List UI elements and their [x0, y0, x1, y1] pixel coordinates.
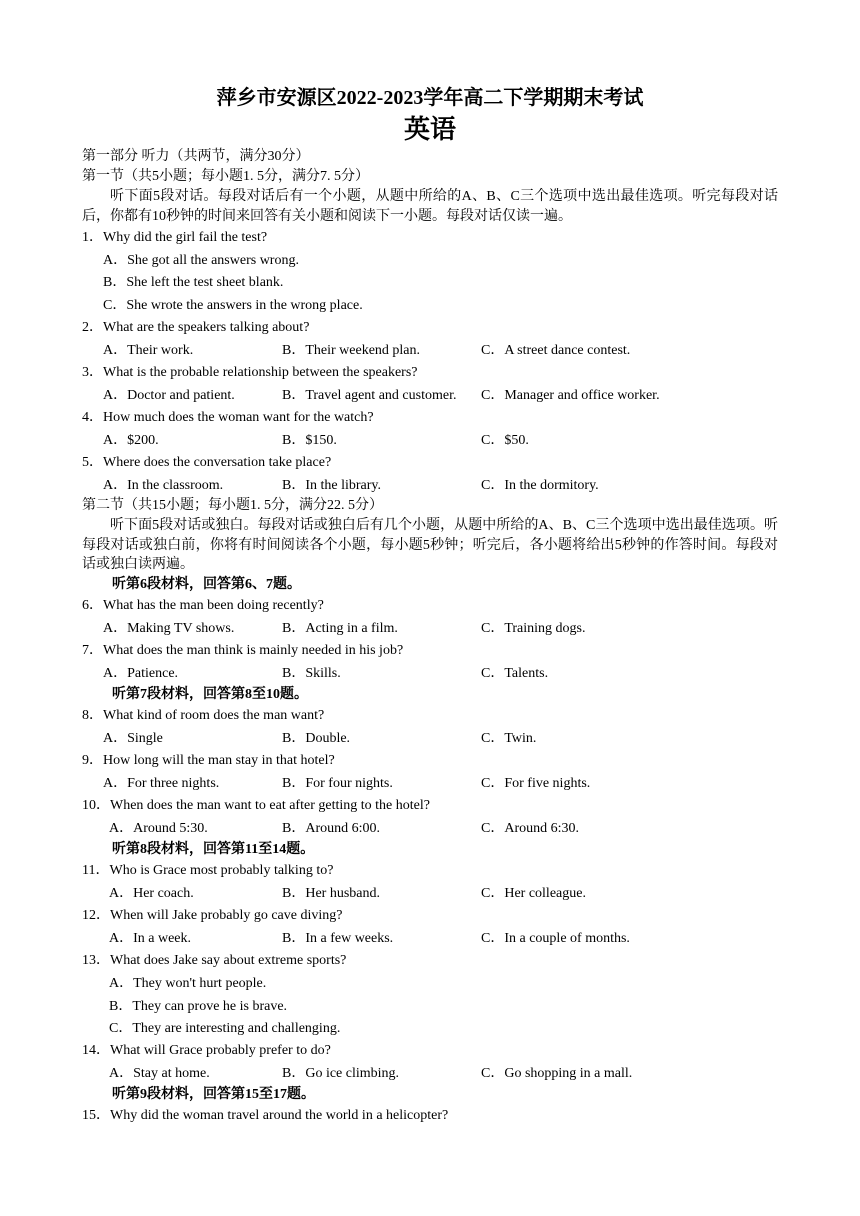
question-6-option-a: A．Making TV shows.: [103, 621, 235, 636]
question-2-option-a: A．Their work.: [103, 343, 194, 358]
question-11-stem: 11．Who is Grace most probably talking to?: [82, 863, 334, 878]
question-14-option-c: C．Go shopping in a mall.: [481, 1066, 633, 1081]
question-9-option-c: C．For five nights.: [481, 776, 591, 791]
question-10-option-b: B．Around 6:00.: [282, 821, 380, 836]
question-11-option-a: A．Her coach.: [109, 886, 194, 901]
question-7-option-c: C．Talents.: [481, 666, 549, 681]
question-4-option-a: A．$200.: [103, 433, 159, 448]
question-2-stem: 2．What are the speakers talking about?: [82, 320, 310, 335]
material-8-note: 听第8段材料，回答第11至14题。: [112, 842, 315, 857]
question-8-option-b: B．Double.: [282, 731, 351, 746]
question-11-option-c: C．Her colleague.: [481, 886, 586, 901]
question-3-option-c: C．Manager and office worker.: [481, 388, 660, 403]
question-2-option-b: B．Their weekend plan.: [282, 343, 421, 358]
section1-instructions: 听下面5段对话。每段对话后有一个小题，从题中所给的A、B、C三个选项中选出最佳选项。听完每段对话后，你都有10秒钟的时间来回答有关小题和阅读下一小题。每段对话仅读一遍。: [82, 189, 778, 224]
question-2-option-c: C．A street dance contest.: [481, 343, 631, 358]
question-5-option-c: C．In the dormitory.: [481, 478, 599, 493]
question-6-option-b: B．Acting in a film.: [282, 621, 398, 636]
question-13-stem: 13．What does Jake say about extreme sports?: [82, 953, 347, 968]
question-1-option-c: C．She wrote the answers in the wrong place.: [103, 298, 363, 313]
question-12-option-b: B．In a few weeks.: [282, 931, 394, 946]
material-7-note: 听第7段材料，回答第8至10题。: [112, 687, 308, 702]
question-13-option-a: A．They won't hurt people.: [109, 976, 267, 991]
question-4-stem: 4．How much does the woman want for the watch?: [82, 410, 374, 425]
exam-title: 萍乡市安源区2022-2023学年高二下学期期末考试: [216, 87, 644, 109]
question-12-stem: 12．When will Jake probably go cave diving?: [82, 908, 343, 923]
question-8-option-a: A．Single: [103, 731, 163, 746]
question-14-option-a: A．Stay at home.: [109, 1066, 210, 1081]
question-1-stem: 1．Why did the girl fail the test?: [82, 230, 268, 245]
question-11-option-b: B．Her husband.: [282, 886, 380, 901]
question-5-option-b: B．In the library.: [282, 478, 382, 493]
question-4-option-c: C．$50.: [481, 433, 529, 448]
question-10-option-c: C．Around 6:30.: [481, 821, 579, 836]
material-9-note: 听第9段材料，回答第15至17题。: [112, 1087, 315, 1102]
question-10-option-a: A．Around 5:30.: [109, 821, 208, 836]
question-3-option-b: B．Travel agent and customer.: [282, 388, 457, 403]
question-7-option-b: B．Skills.: [282, 666, 341, 681]
question-12-option-a: A．In a week.: [109, 931, 192, 946]
question-7-stem: 7．What does the man think is mainly needed in his job?: [82, 643, 404, 658]
section2-instructions: 听下面5段对话或独白。每段对话或独白后有几个小题，从题中所给的A、B、C三个选项中选出最佳选项。听每段对话或独白前，你将有时间阅读各个小题，每小题5秒钟；听完后，各小题将给出5秒钟的作答时间。每段对话或独白读两遍。: [82, 518, 778, 572]
question-13-option-c: C．They are interesting and challenging.: [109, 1021, 341, 1036]
question-9-option-b: B．For four nights.: [282, 776, 393, 791]
question-9-stem: 9．How long will the man stay in that hotel?: [82, 753, 335, 768]
question-13-option-b: B．They can prove he is brave.: [109, 999, 288, 1014]
question-3-option-a: A．Doctor and patient.: [103, 388, 235, 403]
section2-heading: 第二节（共15小题；每小题1. 5分，满分22. 5分）: [82, 498, 383, 513]
question-7-option-a: A．Patience.: [103, 666, 179, 681]
question-10-stem: 10．When does the man want to eat after getting to the hotel?: [82, 798, 430, 813]
question-14-stem: 14．What will Grace probably prefer to do?: [82, 1043, 331, 1058]
question-4-option-b: B．$150.: [282, 433, 337, 448]
question-12-option-c: C．In a couple of months.: [481, 931, 630, 946]
question-8-stem: 8．What kind of room does the man want?: [82, 708, 325, 723]
question-15-stem: 15．Why did the woman travel around the world in a helicopter?: [82, 1108, 449, 1123]
question-8-option-c: C．Twin.: [481, 731, 537, 746]
part1-heading: 第一部分 听力（共两节，满分30分）: [82, 149, 310, 164]
question-6-stem: 6．What has the man been doing recently?: [82, 598, 324, 613]
question-9-option-a: A．For three nights.: [103, 776, 220, 791]
question-1-option-b: B．She left the test sheet blank.: [103, 275, 284, 290]
question-6-option-c: C．Training dogs.: [481, 621, 586, 636]
exam-subject: 英语: [403, 115, 456, 144]
section1-heading: 第一节（共5小题；每小题1. 5分，满分7. 5分）: [82, 169, 369, 184]
question-1-option-a: A．She got all the answers wrong.: [103, 253, 299, 268]
material-6-note: 听第6段材料，回答第6、7题。: [112, 577, 301, 592]
question-3-stem: 3．What is the probable relationship between the speakers?: [82, 365, 418, 380]
question-14-option-b: B．Go ice climbing.: [282, 1066, 400, 1081]
question-5-stem: 5．Where does the conversation take place?: [82, 455, 332, 470]
question-5-option-a: A．In the classroom.: [103, 478, 224, 493]
